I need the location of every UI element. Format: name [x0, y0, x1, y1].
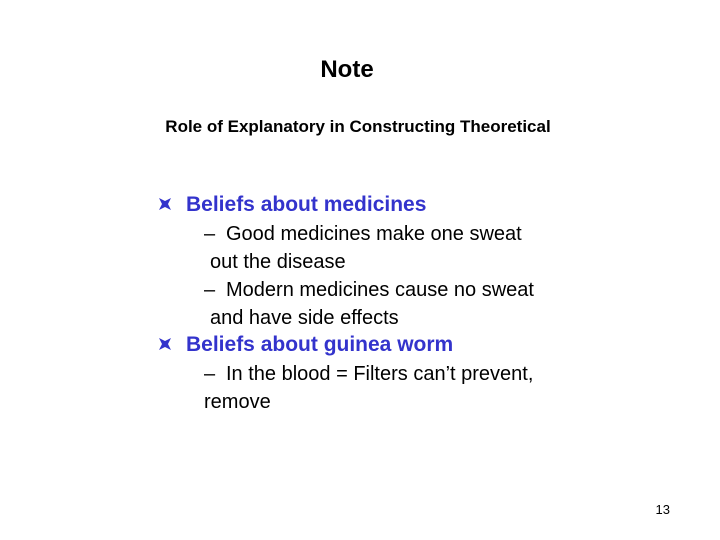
- ornament-bullet-icon: [158, 197, 172, 211]
- subitem-continuation: remove: [204, 391, 271, 413]
- subitem-continuation: and have side effects: [210, 307, 399, 329]
- slide-subtitle: Role of Explanatory in Constructing Theoretical: [165, 117, 551, 136]
- subitem-continuation: out the disease: [210, 251, 346, 273]
- page-number: 13: [655, 502, 670, 517]
- dash: –: [204, 279, 216, 301]
- slide-body: [158, 192, 658, 416]
- slide-title: Note: [320, 56, 374, 83]
- bullet-text: Beliefs about medicines: [186, 193, 427, 216]
- subitem-blood: [158, 360, 658, 388]
- subitem-modern-medicines: [158, 276, 658, 304]
- bullet-medicines: [158, 192, 658, 218]
- dash: –: [204, 223, 216, 245]
- bullet-text: Beliefs about guinea worm: [186, 333, 454, 356]
- subitem-good-medicines: [158, 220, 658, 248]
- ornament-bullet-icon: [158, 337, 172, 351]
- subitem-text: In the blood = Filters can’t prevent,: [226, 363, 534, 385]
- subitem-text: Modern medicines cause no sweat: [226, 279, 534, 301]
- subitem-text: Good medicines make one sweat: [226, 223, 522, 245]
- dash: –: [204, 363, 216, 385]
- bullet-guinea-worm: [158, 332, 658, 358]
